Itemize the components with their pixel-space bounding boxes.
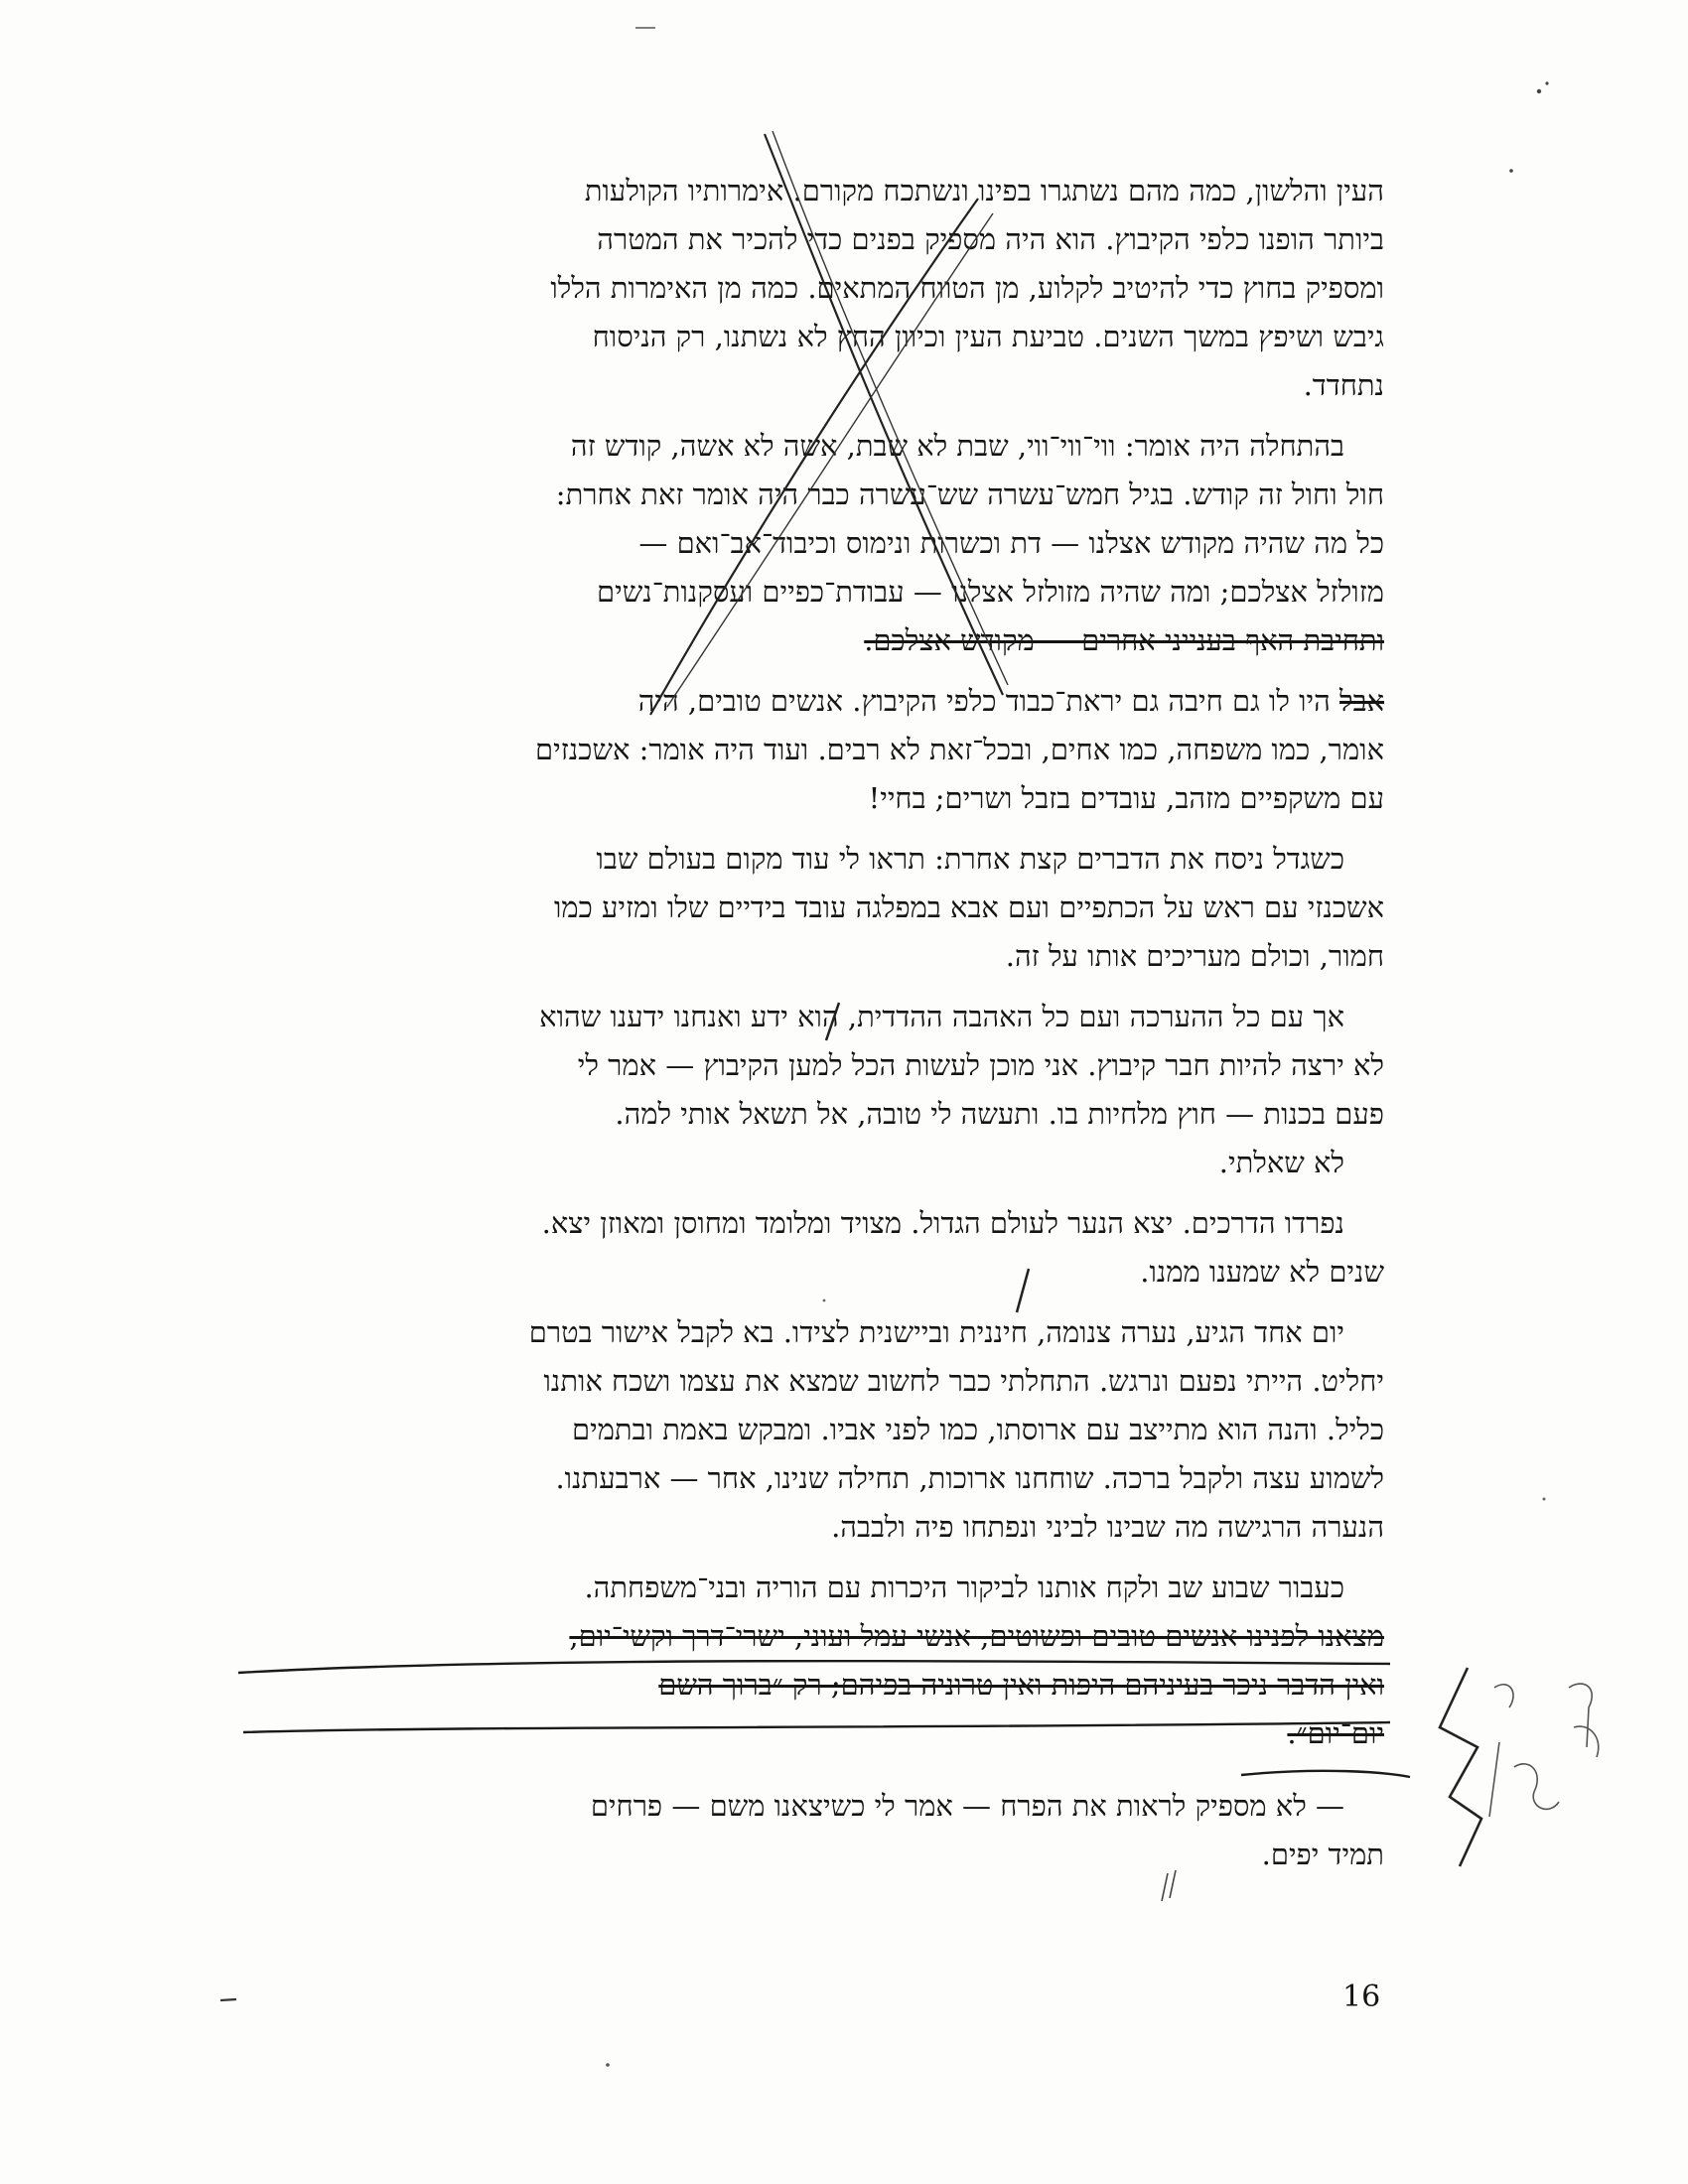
text-line: עם משקפיים מזהב, עובדים בזבל ושרים; בחיי! — [868, 781, 1384, 815]
text-line: אומר, כמו משפחה, כמו אחים, ובכל־זאת לא רבים. ועוד היה אומר: אשכנזים — [535, 733, 1384, 766]
text-line: כשגדל ניסח את הדברים קצת אחרת: תראו לי עוד מקום בעולם שבו — [596, 842, 1344, 876]
margin-handwriting — [1514, 1764, 1559, 1810]
text-line: נפרדו הדרכים. יצא הנער לעולם הגדול. מצויד ומלומד ומחוסן ומאוזן יצא. — [541, 1206, 1344, 1240]
text-line: העין והלשון, כמה מהם נשתגרו בפינו ונשתכח מקורם. אימרותיו הקולעות — [584, 174, 1384, 207]
stray-dot — [1537, 89, 1541, 93]
scribble-strike — [243, 1722, 1390, 1732]
cross-out-stroke-3 — [650, 199, 978, 715]
text-line: לשמוע עצה ולקבל ברכה. שוחחנו ארוכות, תחילה שנינו, אחר — ארבעתנו. — [555, 1461, 1384, 1495]
text-line: כליל. והנה הוא מתייצב עם ארוסתו, כמו לפני אביו. ומבקש באמת ובתמים — [572, 1413, 1384, 1446]
text-line: אשכנזי עם ראש על הכתפיים ועם אבא במפלגה עובד בידיים שלו ומזיע כמו — [553, 890, 1384, 924]
cross-out-stroke-1 — [765, 134, 1003, 695]
stray-dot — [1545, 81, 1548, 84]
margin-handwriting — [1494, 1685, 1513, 1707]
slash-mark — [1162, 1873, 1168, 1901]
text-line: כעבור שבוע שב ולקח אותנו לביקור היכרות עם הוריה ובני־משפחתה. — [584, 1570, 1344, 1604]
text-line: נתחדד. — [1303, 368, 1384, 402]
text-line: ומספיק בחוץ כדי להיטיב לקלוע, מן הטווח המתאים. כמה מן האימרות הללו — [550, 271, 1384, 305]
text-line: הנערה הרגישה מה שבינו לביני ונפתחו פיה ולבבה. — [831, 1510, 1384, 1544]
text-line: לא ירצה להיות חבר קיבוץ. אני מוכן לעשות הכל למען הקיבוץ — אמר לי — [577, 1048, 1384, 1082]
margin-handwriting — [1489, 1742, 1499, 1817]
text-line: בהתחלה היה אומר: ווי־ווי־ווי, שבת לא שבת, אשה לא אשה, קודש זה — [570, 429, 1344, 463]
page-number: 16 — [1342, 1979, 1381, 2014]
text-line-struck: מצאנו לפנינו אנשים טובים ופשוטים, אנשי עמל ועוני, ישרי־דרך וקשי־יום, — [569, 1619, 1384, 1653]
text-line-rest: היו לו גם חיבה גם יראת־כבוד כלפי הקיבוץ. אנשים טובים, היה — [637, 684, 1340, 718]
text-line: ביותר הופנו כלפי הקיבוץ. הוא היה מספיק בפנים כדי להכיר את המטרה — [597, 222, 1384, 256]
stray-dot — [1509, 169, 1513, 173]
stray-dot — [606, 2063, 610, 2067]
scribble-strike — [238, 1661, 1390, 1673]
scribble-strike — [1241, 1771, 1410, 1777]
margin-bracket-scribble — [1440, 1668, 1481, 1866]
slash-mark — [1170, 1870, 1176, 1898]
text-line-struck: ותחיבת האף בענייני אחרים — מקודש אצלכם. — [864, 623, 1384, 657]
cross-out-stroke-2 — [773, 131, 1008, 685]
cross-out-stroke-4 — [667, 213, 993, 707]
text-line: פעם בכנות — חוץ מלחיות בו. ותעשה לי טובה, אל תשאל אותי למה. — [615, 1097, 1384, 1131]
margin-handwriting — [1574, 1726, 1599, 1757]
text-line: חול וחול זה קודש. בגיל חמש־עשרה שש־עשרה כבר היה אומר זאת אחרת: — [555, 478, 1384, 511]
stray-mark — [220, 1999, 236, 2000]
struck-word: אבל — [1339, 684, 1384, 718]
stray-dot — [823, 1299, 826, 1302]
slash-mark — [1017, 1269, 1029, 1312]
slash-mark — [826, 1003, 839, 1040]
text-line-struck: ואין הדבר ניכר בעיניהם היפות ואין טרוניה בפיהם; רק ״ברוך השם — [658, 1668, 1384, 1702]
text-line: כל מה שהיה מקודש אצלנו — דת וכשרות ונימוס וכיבוד־אב־ואם — — [638, 526, 1384, 560]
text-line: — לא מספיק לראות את הפרח — אמר לי כשיצאנו משם — פרחים — [590, 1789, 1344, 1823]
text-line: חמור, וכולם מעריכים אותו על זה. — [1005, 939, 1384, 973]
stray-dot — [1543, 1498, 1546, 1501]
text-line: גיבש ושיפץ במשך השנים. טביעת העין וכיוון החץ לא נשתנו, רק הניסוח — [592, 320, 1384, 353]
margin-handwriting — [1569, 1684, 1592, 1747]
text-line: יום אחד הגיע, נערה צנומה, חיננית וביישנית לצידו. בא לקבל אישור בטרם — [528, 1315, 1344, 1349]
text-line: שנים לא שמענו ממנו. — [1140, 1255, 1384, 1289]
text-line: יחליט. הייתי נפעם ונרגש. התחלתי כבר לחשוב שמצא את עצמו ושכח אותנו — [543, 1364, 1384, 1398]
text-line-struck: יום־יום״. — [1287, 1716, 1384, 1750]
text-line: מזולזל אצלכם; ומה שהיה מזולזל אצלנו — עבודת־כפיים ועסקנות־נשים — [597, 575, 1384, 609]
text-line: אך עם כל ההערכה ועם כל האהבה ההדדית, הוא ידע ואנחנו ידענו שהוא — [539, 1000, 1344, 1033]
text-line: לא שאלתי. — [1218, 1146, 1344, 1179]
text-line: תמיד יפים. — [1261, 1838, 1384, 1871]
